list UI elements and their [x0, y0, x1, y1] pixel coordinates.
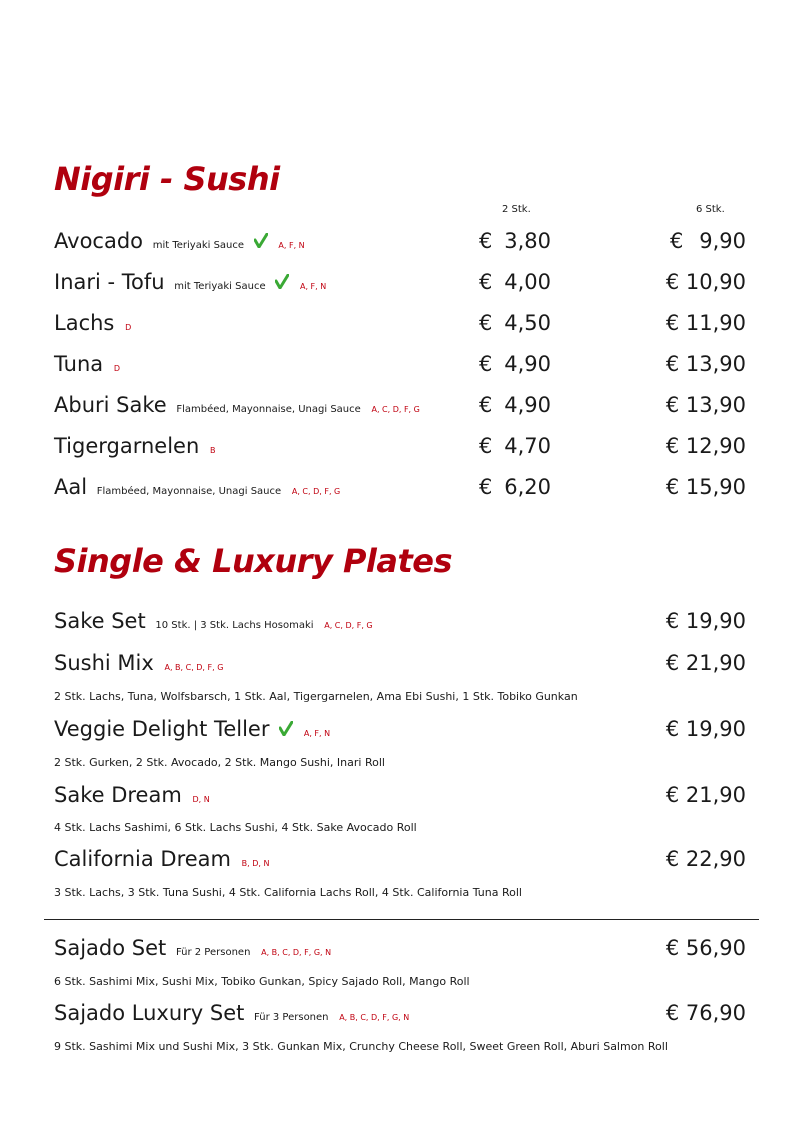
currency-symbol: € — [479, 270, 493, 294]
price-amount: 4,90 — [504, 352, 551, 376]
item-name: Inari - Tofu — [54, 270, 165, 294]
menu-item-row — [54, 780, 746, 810]
item-note: Für 3 Personen — [254, 1012, 329, 1023]
menu-item-row — [54, 844, 746, 874]
item-name-wrap — [54, 354, 120, 375]
currency-symbol: € — [479, 311, 493, 335]
item-price: € 21,90 — [665, 651, 746, 675]
item-name: Sake Dream — [54, 783, 182, 807]
price-6-pieces: € 15,90 — [665, 475, 746, 499]
price-amount: 4,50 — [504, 311, 551, 335]
item-name: Tuna — [54, 352, 104, 376]
item-price: € 76,90 — [665, 1001, 746, 1025]
price-6-pieces: € 10,90 — [665, 270, 746, 294]
item-name-wrap — [54, 849, 269, 870]
item-name-wrap — [54, 611, 373, 632]
item-name-wrap — [54, 231, 305, 252]
item-note: mit Teriyaki Sauce — [152, 240, 245, 251]
item-allergens: A, F, N — [278, 241, 305, 250]
item-note: mit Teriyaki Sauce — [174, 281, 266, 292]
menu-item-row — [54, 606, 746, 636]
column-header-6-pieces: 6 Stk. — [696, 204, 725, 215]
price-6-pieces: € 12,90 — [665, 434, 746, 458]
price-amount: 4,90 — [504, 393, 551, 417]
item-name: Lachs — [54, 311, 115, 335]
currency-symbol: € — [479, 352, 493, 376]
item-allergens: D — [113, 364, 120, 373]
item-name-wrap — [54, 938, 331, 959]
item-name: Aal — [54, 475, 88, 499]
item-description: 6 Stk. Sashimi Mix, Sushi Mix, Tobiko Gunkan, Spicy Sajado Roll, Mango Roll — [54, 975, 470, 988]
menu-item-row — [54, 472, 746, 502]
price-amount: 6,20 — [504, 475, 551, 499]
item-allergens: B, D, N — [241, 859, 270, 868]
item-name-wrap — [54, 719, 330, 740]
price-amount: 9,90 — [699, 229, 746, 253]
item-name-wrap — [54, 785, 210, 806]
item-allergens: A, B, C, D, F, G, N — [339, 1013, 410, 1022]
item-name-wrap — [54, 436, 215, 457]
item-name: Sushi Mix — [54, 651, 154, 675]
item-allergens: A, C, D, F, G — [371, 405, 420, 414]
item-name-wrap — [54, 272, 326, 293]
item-name: California Dream — [54, 847, 231, 871]
item-allergens: A, C, D, F, G — [291, 487, 341, 496]
item-allergens: A, B, C, D, F, G, N — [261, 948, 332, 957]
menu-item-row — [54, 431, 746, 461]
price-6-pieces: € 13,90 — [665, 352, 746, 376]
price-amount: 3,80 — [504, 229, 551, 253]
leaf-check-icon — [275, 274, 289, 289]
menu-item-row — [54, 267, 746, 297]
item-allergens: A, F, N — [299, 282, 327, 291]
column-header-2-pieces: 2 Stk. — [502, 204, 531, 215]
price-6-pieces: € 11,90 — [665, 311, 746, 335]
section-title-nigiri: Nigiri - Sushi — [54, 160, 280, 198]
menu-item-row — [54, 308, 746, 338]
item-note: Flambéed, Mayonnaise, Unagi Sauce — [96, 486, 282, 497]
item-description: 2 Stk. Lachs, Tuna, Wolfsbarsch, 1 Stk. Aal, Tigergarnelen, Ama Ebi Sushi, 1 Stk. Tobiko Gunkan — [54, 690, 578, 703]
menu-item-row — [54, 390, 746, 420]
item-name: Veggie Delight Teller — [54, 717, 270, 741]
item-allergens: D, N — [192, 795, 210, 804]
item-description: 4 Stk. Lachs Sashimi, 6 Stk. Lachs Sushi, 4 Stk. Sake Avocado Roll — [54, 821, 417, 834]
price-amount: 4,00 — [504, 270, 551, 294]
item-allergens: D — [125, 323, 132, 332]
price-amount: 4,70 — [504, 434, 551, 458]
currency-symbol: € — [479, 229, 493, 253]
item-note: 10 Stk. | 3 Stk. Lachs Hosomaki — [155, 620, 314, 631]
menu-item-row — [54, 714, 746, 744]
item-allergens: A, C, D, F, G — [324, 621, 373, 630]
menu-item-row — [54, 933, 746, 963]
item-name-wrap — [54, 313, 131, 334]
item-name: Sajado Set — [54, 936, 167, 960]
item-price: € 19,90 — [665, 717, 746, 741]
item-price: € 22,90 — [665, 847, 746, 871]
menu-item-row — [54, 648, 746, 678]
currency-symbol: € — [479, 434, 493, 458]
item-price: € 19,90 — [665, 609, 746, 633]
item-price: € 21,90 — [665, 783, 746, 807]
section-title-plates: Single & Luxury Plates — [54, 542, 452, 580]
price-6-pieces: € 13,90 — [665, 393, 746, 417]
item-allergens: A, B, C, D, F, G — [164, 663, 224, 672]
item-description: 2 Stk. Gurken, 2 Stk. Avocado, 2 Stk. Mango Sushi, Inari Roll — [54, 756, 385, 769]
menu-item-row — [54, 226, 746, 256]
item-allergens: B — [209, 446, 216, 455]
item-note: Für 2 Personen — [175, 947, 251, 958]
leaf-check-icon — [254, 233, 268, 248]
item-name-wrap — [54, 1003, 409, 1024]
leaf-check-icon — [279, 721, 293, 736]
item-name: Avocado — [54, 229, 144, 253]
currency-symbol: € — [670, 229, 684, 253]
item-name: Tigergarnelen — [54, 434, 200, 458]
item-name: Sake Set — [54, 609, 146, 633]
menu-item-row — [54, 998, 746, 1028]
menu-item-row — [54, 349, 746, 379]
item-name: Aburi Sake — [54, 393, 167, 417]
currency-symbol: € — [479, 393, 493, 417]
item-name: Sajado Luxury Set — [54, 1001, 245, 1025]
item-note: Flambéed, Mayonnaise, Unagi Sauce — [176, 404, 361, 415]
item-allergens: A, F, N — [303, 729, 331, 738]
item-price: € 56,90 — [665, 936, 746, 960]
section-divider — [44, 919, 759, 920]
currency-symbol: € — [479, 475, 493, 499]
item-name-wrap — [54, 477, 340, 498]
item-description: 3 Stk. Lachs, 3 Stk. Tuna Sushi, 4 Stk. California Lachs Roll, 4 Stk. California Tuna Roll — [54, 886, 522, 899]
item-name-wrap — [54, 395, 420, 416]
item-description: 9 Stk. Sashimi Mix und Sushi Mix, 3 Stk. Gunkan Mix, Crunchy Cheese Roll, Sweet Green Roll, Aburi Salmon Roll — [54, 1040, 668, 1053]
item-name-wrap — [54, 653, 223, 674]
